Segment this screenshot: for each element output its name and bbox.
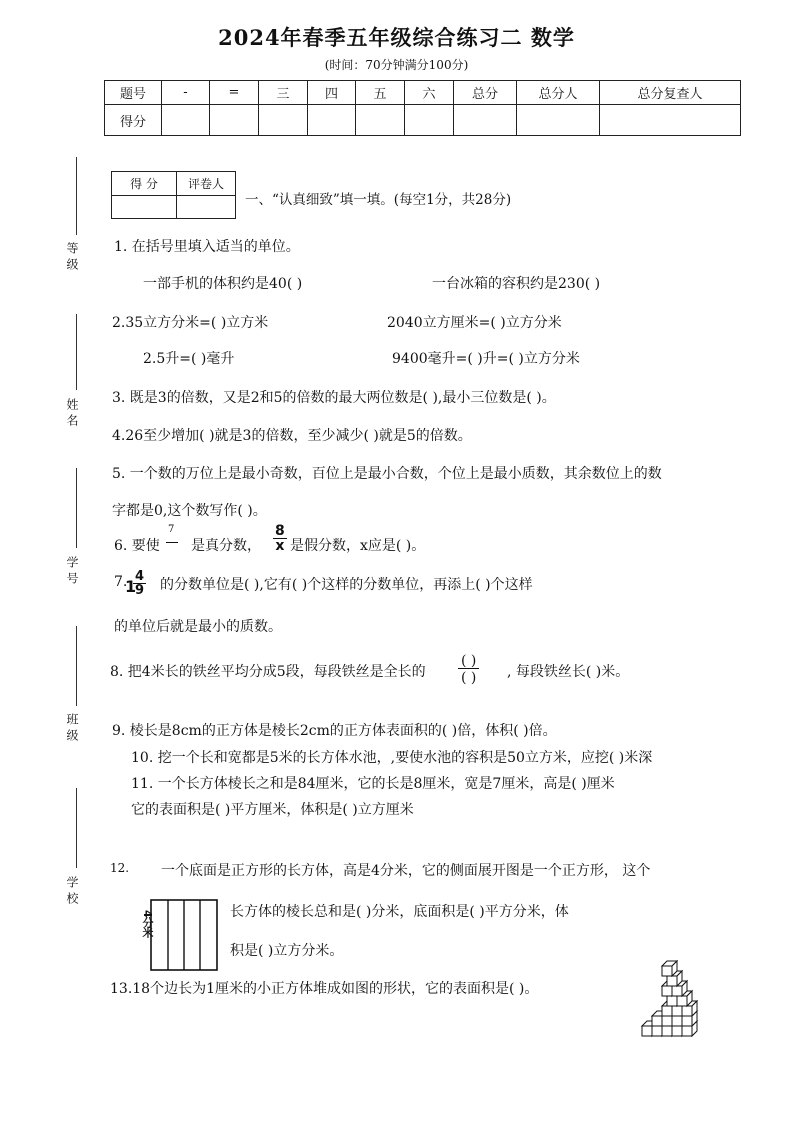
cube-face [652, 1026, 662, 1036]
cube-face [662, 1026, 672, 1036]
score-cell[interactable] [162, 105, 210, 136]
question-12-number: 12. [110, 861, 130, 875]
sidebar-label-grade: 等级 [65, 242, 79, 274]
question-6-fraction-bar [166, 542, 178, 543]
question-8-fraction-numerator: ( ) [458, 654, 479, 669]
net-square-label: 4分米 [141, 910, 154, 937]
question-8-fraction-denominator: ( ) [461, 670, 477, 686]
question-10: 10. 挖一个长和宽都是5米的长方体水池，,要使水池的容积是50立方米，应挖( )米深 [131, 750, 653, 766]
question-2a: 2.35立方分米=( )立方米 [112, 315, 269, 331]
question-8-fraction [458, 654, 479, 685]
question-1-heading: 1. 在括号里填入适当的单位。 [114, 239, 300, 255]
cube-face [672, 986, 682, 996]
sidebar-label-student-no: 学号 [65, 556, 79, 588]
cube-face [667, 996, 677, 1006]
cube-face [662, 1006, 672, 1016]
question-2c: 2.5升=( )毫升 [143, 351, 235, 367]
grader-name-cell[interactable] [177, 195, 236, 219]
stacked-cubes-svg [640, 950, 718, 1038]
score-cell[interactable] [600, 105, 741, 136]
score-cell[interactable] [259, 105, 308, 136]
section-title: 一、“认真细致”填一填。(每空1分，共28分) [245, 192, 512, 208]
sidebar-label-school: 学校 [65, 876, 79, 908]
score-table [104, 80, 741, 136]
cube-face [642, 1026, 652, 1036]
question-7-fraction-denominator: 9 [135, 583, 145, 598]
sidebar-label-class: 班级 [65, 713, 79, 745]
score-table-header: 四 [308, 81, 356, 105]
binding-line [76, 314, 77, 390]
score-cell[interactable] [356, 105, 405, 136]
score-cell[interactable] [210, 105, 259, 136]
page-subtitle: (时间：70分钟满分100分) [324, 58, 469, 72]
question-6-fraction-x-denominator: x [275, 538, 285, 554]
score-table-header: 六 [405, 81, 454, 105]
score-cell[interactable] [405, 105, 454, 136]
cube-face [672, 1016, 682, 1026]
cube-face [662, 986, 672, 996]
cube-face [682, 1006, 692, 1016]
question-12-line3: 积是( )立方分米。 [230, 943, 344, 959]
question-6-fraction-x [273, 524, 287, 553]
binding-line [76, 468, 77, 548]
cube-face [672, 1006, 682, 1016]
question-11-line1: 11. 一个长方体棱长之和是84厘米，它的长是8厘米，宽是7厘米，高是( )厘米 [131, 776, 615, 792]
question-6-part-a: 6. 要使 [114, 538, 160, 554]
cube-face [682, 1026, 692, 1036]
score-cell[interactable] [454, 105, 517, 136]
score-table-header: - [162, 81, 210, 105]
score-table-header: 题号 [105, 81, 162, 105]
score-table-header: = [210, 81, 259, 105]
score-cell[interactable] [308, 105, 356, 136]
cube-face [662, 966, 672, 976]
score-table-header: 五 [356, 81, 405, 105]
binding-line [76, 788, 77, 868]
question-7-fraction-numerator: 4 [135, 569, 145, 584]
question-12-line1: 一个底面是正方形的长方体，高是4分米，它的侧面展开图是一个正方形， 这个 [161, 863, 651, 879]
grader-score-header: 得 分 [112, 172, 177, 196]
question-12-line2: 长方体的棱长总和是( )分米，底面积是( )平方分米，体 [230, 904, 569, 920]
grader-table [111, 171, 236, 219]
score-table-header: 总分复查人 [600, 81, 741, 105]
question-3: 3. 既是3的倍数，又是2和5的倍数的最大两位数是( ),最小三位数是( )。 [112, 390, 556, 406]
question-6-part-c: 是假分数，x应是( )。 [290, 538, 426, 554]
score-table-header: 三 [259, 81, 308, 105]
question-7-line2: 的单位后就是最小的质数。 [114, 619, 282, 635]
score-table-header: 总分人 [517, 81, 600, 105]
stacked-cubes-figure [640, 950, 718, 1038]
cube-face [677, 996, 687, 1006]
question-7-text: 的分数单位是( ),它有( )个这样的分数单位，再添上( )个这样 [160, 577, 533, 593]
question-7-whole-number: 1 [125, 577, 137, 596]
cube-face [662, 1016, 672, 1026]
question-11-line2: 它的表面积是( )平方厘米，体积是( )立方厘米 [131, 802, 414, 818]
question-5-line2: 字都是0,这个数写作( )。 [112, 503, 267, 519]
score-table-header: 总分 [454, 81, 517, 105]
question-8-part-b: , 每段铁丝长( )米。 [507, 664, 630, 680]
grader-name-header: 评卷人 [177, 172, 236, 196]
question-6-fraction-x-numerator: 8 [275, 523, 285, 539]
grader-score-cell[interactable] [112, 195, 177, 219]
score-row-label: 得分 [105, 105, 162, 136]
question-6-part-b: 是真分数， [191, 538, 261, 554]
binding-line [76, 157, 77, 235]
cube-face [667, 976, 677, 986]
question-2d: 9400毫升=( )升=( )立方分米 [392, 351, 580, 367]
question-7-fraction [133, 570, 146, 597]
binding-line [76, 626, 77, 706]
page-title: 2024年春季五年级综合练习二 数学 [218, 25, 575, 50]
question-7-number: 7. [114, 574, 128, 590]
question-6-fraction-numerator: 7 [168, 524, 175, 535]
score-cell[interactable] [517, 105, 600, 136]
question-13: 13.18个边长为1厘米的小正方体堆成如图的形状，它的表面积是( )。 [110, 981, 539, 997]
cube-face [682, 1016, 692, 1026]
question-1b: 一台冰箱的容积约是230( ) [432, 276, 601, 292]
question-1a: 一部手机的体积约是40( ) [143, 276, 303, 292]
cube-face [672, 1026, 682, 1036]
cube-face [652, 1016, 662, 1026]
question-4: 4.26至少增加( )就是3的倍数，至少减少( )就是5的倍数。 [112, 428, 472, 444]
question-8-part-a: 8. 把4米长的铁丝平均分成5段，每段铁丝是全长的 [110, 664, 426, 680]
question-5-line1: 5. 一个数的万位上是最小奇数，百位上是最小合数，个位上是最小质数，其余数位上的数 [112, 466, 662, 482]
sidebar-label-name: 姓名 [65, 398, 79, 430]
question-2b: 2040立方厘米=( )立方分米 [387, 315, 562, 331]
question-9: 9. 棱长是8cm的正方体是棱长2cm的正方体表面积的( )倍，体积( )倍。 [112, 723, 557, 739]
